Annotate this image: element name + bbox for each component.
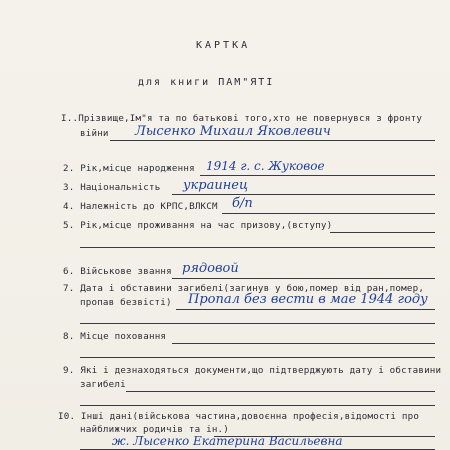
card-subtitle: для книги ПАМ"ЯТІ [138, 77, 275, 88]
field-8-line-2 [80, 357, 435, 358]
field-2-underline [200, 175, 435, 176]
field-9-label-line1: 9. Які і дезнаходяться документи,що підтверджують дату і обставини [63, 365, 442, 376]
field-9-label-line2: загибелі [80, 379, 126, 390]
field-2-value: 1914 г. с. Жуковое [206, 159, 325, 173]
field-10-label-line1: I0. Інші дані(військова частина,довоєнна професія,відомості про [58, 411, 420, 422]
field-5-label: 5. Рік,місце проживання на час призову,(вступу) [63, 220, 333, 231]
field-3-value: украинец [183, 178, 249, 193]
field-6-value: рядовой [182, 261, 239, 276]
field-7-label-line2: пропав безвісті) [80, 297, 172, 308]
field-1-label-line2: війни [80, 128, 109, 139]
card-title: КАРТКА [196, 40, 251, 51]
field-3-underline [172, 194, 435, 195]
field-6-underline [172, 278, 435, 279]
field-7-value: Пропал без вести в мае 1944 году [188, 292, 428, 307]
field-9-line-2 [80, 405, 435, 406]
field-2-label: 2. Рік,місце народження [63, 163, 195, 174]
field-3-label: 3. Національність [63, 182, 161, 193]
field-4-underline [222, 213, 435, 214]
field-1-label-line1: I..Прізвище,Ім"я та по батькові того,хто не повернувся з фронту [61, 113, 423, 124]
field-10-value: ж. Лысенко Екатерина Васильевна [112, 434, 343, 448]
field-1-underline [110, 140, 435, 141]
field-6-label: 6. Військове звання [63, 266, 172, 277]
field-1-value: Лысенко Михаил Яковлевич [135, 124, 331, 139]
field-5-line-2 [80, 247, 435, 248]
field-10-label-line2: найближчих родичів та ін.) [80, 424, 230, 435]
field-7-label-line1: 7. Дата і обставини загибелі(загинув у бою,помер від ран,помер, [63, 283, 425, 294]
field-7-line-2 [80, 323, 435, 324]
field-5-underline [330, 232, 435, 233]
field-7-underline [176, 309, 435, 310]
field-9-underline [126, 391, 435, 392]
field-4-value: б/п [232, 196, 253, 211]
field-4-label: 4. Належність до КРПС,ВЛКСМ [63, 201, 218, 212]
field-8-label: 8. Місце поховання [63, 331, 167, 342]
field-8-underline [172, 343, 435, 344]
